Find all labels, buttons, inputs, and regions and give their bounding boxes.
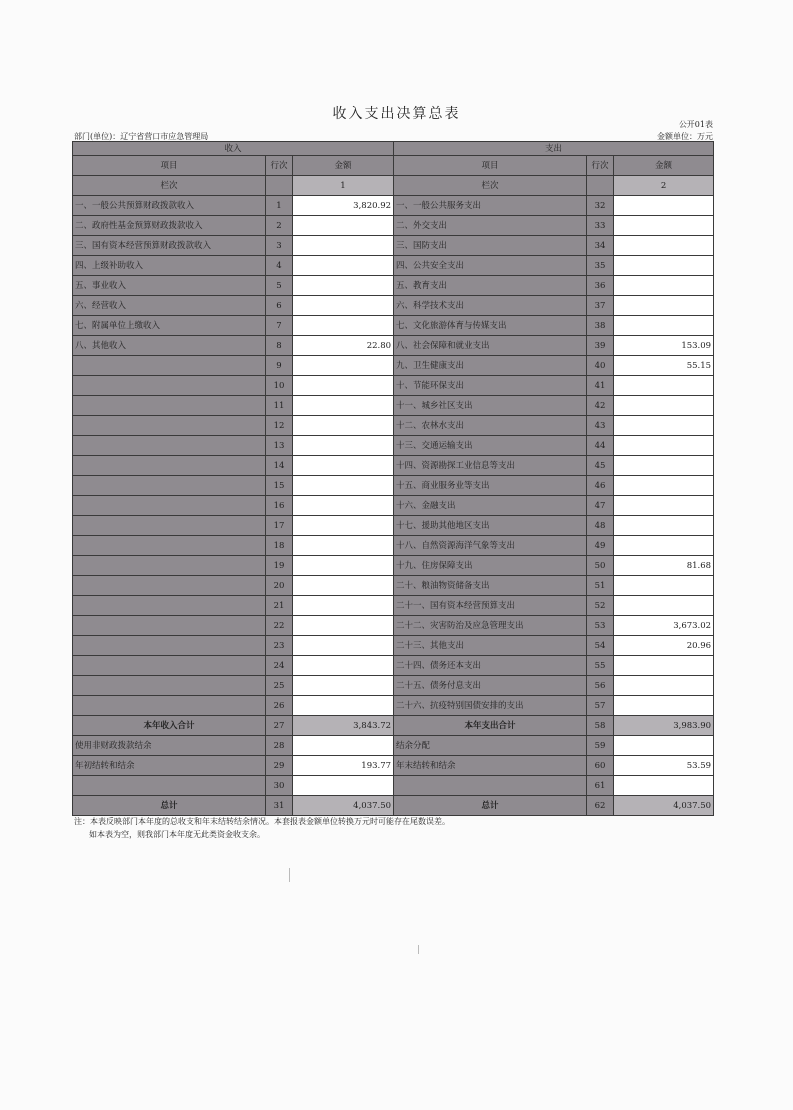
expense-item-name: 五、教育支出: [394, 276, 587, 296]
report-title: 收入支出决算总表: [332, 106, 461, 122]
expense-line-number: 34: [587, 236, 614, 256]
table-row: [73, 696, 714, 716]
expense-line-number: 59: [587, 736, 614, 756]
income-amount: [293, 416, 394, 436]
income-amount: [293, 516, 394, 536]
expense-amount: [614, 516, 714, 536]
expense-item-name: 二十一、国有资本经营预算支出: [394, 596, 587, 616]
expense-item-name: 二十五、债务付息支出: [394, 676, 587, 696]
table-row: [73, 536, 714, 556]
footnote-2: 如本表为空，则我部门本年度无此类资金收支余。: [89, 830, 265, 839]
income-item-name: 年初结转和结余: [73, 756, 266, 776]
income-line-number: 23: [266, 636, 293, 656]
income-item-name: [73, 596, 266, 616]
expense-item-name: 十六、金融支出: [394, 496, 587, 516]
expense-item-name: 九、卫生健康支出: [394, 356, 587, 376]
expense-line-number: 45: [587, 456, 614, 476]
expense-amount: [614, 236, 714, 256]
expense-item-name: 二十四、债务还本支出: [394, 656, 587, 676]
expense-line-number: 47: [587, 496, 614, 516]
income-line-number: 31: [266, 796, 293, 816]
income-item-name: [73, 536, 266, 556]
income-amount: [293, 436, 394, 456]
table-row: [73, 296, 714, 316]
expense-item-name: 二十、粮油物资储备支出: [394, 576, 587, 596]
expense-line-header: 行次: [587, 156, 614, 176]
income-item-name: 三、国有资本经营预算财政拨款收入: [73, 236, 266, 256]
expense-column-line-blank: [587, 176, 614, 196]
income-amount: [293, 316, 394, 336]
income-item-name: [73, 576, 266, 596]
income-amount: [293, 456, 394, 476]
income-line-number: 2: [266, 216, 293, 236]
income-amount: [293, 236, 394, 256]
table-row: [73, 276, 714, 296]
income-item-name: [73, 556, 266, 576]
expense-line-number: 54: [587, 636, 614, 656]
table-row: [73, 656, 714, 676]
table-row: [73, 196, 714, 216]
income-amount: [293, 376, 394, 396]
expense-amount: [614, 696, 714, 716]
income-amount: [293, 536, 394, 556]
expense-item-name: 十八、自然资源海洋气象等支出: [394, 536, 587, 556]
expense-item-name: 本年支出合计: [394, 716, 587, 736]
expense-line-number: 53: [587, 616, 614, 636]
expense-amount: 3,983.90: [614, 716, 714, 736]
expense-amount: 55.15: [614, 356, 714, 376]
income-item-name: [73, 616, 266, 636]
expense-amount: [614, 496, 714, 516]
income-item-name: [73, 656, 266, 676]
income-item-name: 五、事业收入: [73, 276, 266, 296]
expense-item-name: 二十三、其他支出: [394, 636, 587, 656]
expense-item-name: 十五、商业服务业等支出: [394, 476, 587, 496]
income-amount-header: 金额: [293, 156, 394, 176]
income-line-number: 25: [266, 676, 293, 696]
expense-line-number: 40: [587, 356, 614, 376]
expense-line-number: 60: [587, 756, 614, 776]
expense-amount: [614, 276, 714, 296]
table-row: [73, 456, 714, 476]
income-column-line-blank: [266, 176, 293, 196]
expense-item-header: 项目: [394, 156, 587, 176]
table-row: [73, 756, 714, 776]
section-header-row: [73, 142, 714, 156]
expense-line-number: 35: [587, 256, 614, 276]
income-item-name: 二、政府性基金预算财政拨款收入: [73, 216, 266, 236]
expense-amount: [614, 396, 714, 416]
income-line-number: 20: [266, 576, 293, 596]
expense-line-number: 56: [587, 676, 614, 696]
income-line-number: 12: [266, 416, 293, 436]
income-item-name: [73, 696, 266, 716]
expense-line-number: 42: [587, 396, 614, 416]
income-line-number: 3: [266, 236, 293, 256]
income-item-name: [73, 356, 266, 376]
expense-line-number: 44: [587, 436, 614, 456]
table-row: [73, 396, 714, 416]
amount-unit-label: 金额单位：万元: [657, 132, 713, 141]
income-line-number: 7: [266, 316, 293, 336]
table-row: [73, 676, 714, 696]
expense-amount-header: 金额: [614, 156, 714, 176]
expense-item-name: 七、文化旅游体育与传媒支出: [394, 316, 587, 336]
income-line-number: 13: [266, 436, 293, 456]
expense-line-number: 62: [587, 796, 614, 816]
income-line-number: 22: [266, 616, 293, 636]
income-amount: [293, 556, 394, 576]
income-line-number: 17: [266, 516, 293, 536]
expense-amount: 53.59: [614, 756, 714, 776]
income-line-number: 21: [266, 596, 293, 616]
table-row: [73, 576, 714, 596]
expense-amount: [614, 476, 714, 496]
column-index-row: [73, 176, 714, 196]
expense-amount: [614, 676, 714, 696]
expense-item-name: 三、国防支出: [394, 236, 587, 256]
income-column-index: 1: [293, 176, 394, 196]
table-row: [73, 636, 714, 656]
expense-item-name: 十、节能环保支出: [394, 376, 587, 396]
expense-line-number: 61: [587, 776, 614, 796]
total-row: [73, 796, 714, 816]
scan-mark: [418, 945, 419, 954]
income-line-number: 16: [266, 496, 293, 516]
income-line-number: 19: [266, 556, 293, 576]
expense-item-name: [394, 776, 587, 796]
income-amount: [293, 256, 394, 276]
income-item-name: [73, 376, 266, 396]
expense-amount: [614, 576, 714, 596]
expense-line-number: 38: [587, 316, 614, 336]
expense-line-number: 46: [587, 476, 614, 496]
expense-item-name: 十九、住房保障支出: [394, 556, 587, 576]
table-row: [73, 596, 714, 616]
expense-amount: [614, 656, 714, 676]
income-item-name: 本年收入合计: [73, 716, 266, 736]
expense-line-number: 48: [587, 516, 614, 536]
expense-item-name: 八、社会保障和就业支出: [394, 336, 587, 356]
table-row: [73, 516, 714, 536]
expense-column-label: 栏次: [394, 176, 587, 196]
income-item-name: 七、附属单位上缴收入: [73, 316, 266, 336]
expense-line-number: 41: [587, 376, 614, 396]
table-row: [73, 616, 714, 636]
income-line-number: 28: [266, 736, 293, 756]
income-line-header: 行次: [266, 156, 293, 176]
income-column-label: 栏次: [73, 176, 266, 196]
expense-item-name: 十七、援助其他地区支出: [394, 516, 587, 536]
income-item-name: 总计: [73, 796, 266, 816]
total-row: [73, 716, 714, 736]
income-line-number: 29: [266, 756, 293, 776]
expense-line-number: 43: [587, 416, 614, 436]
income-amount: 193.77: [293, 756, 394, 776]
expense-line-number: 58: [587, 716, 614, 736]
expense-amount: [614, 596, 714, 616]
expense-amount: [614, 296, 714, 316]
table-row: [73, 436, 714, 456]
table-row: [73, 496, 714, 516]
income-line-number: 10: [266, 376, 293, 396]
expense-amount: [614, 316, 714, 336]
expense-amount: [614, 256, 714, 276]
income-amount: [293, 596, 394, 616]
income-line-number: 24: [266, 656, 293, 676]
expense-amount: [614, 436, 714, 456]
income-line-number: 9: [266, 356, 293, 376]
expense-amount: [614, 376, 714, 396]
table-row: [73, 256, 714, 276]
income-amount: [293, 616, 394, 636]
expense-line-number: 32: [587, 196, 614, 216]
income-item-name: 六、经营收入: [73, 296, 266, 316]
table-row: [73, 736, 714, 756]
income-amount: [293, 696, 394, 716]
expense-line-number: 37: [587, 296, 614, 316]
income-line-number: 15: [266, 476, 293, 496]
income-line-number: 5: [266, 276, 293, 296]
expense-item-name: 一、一般公共服务支出: [394, 196, 587, 216]
income-item-header: 项目: [73, 156, 266, 176]
expense-item-name: 总计: [394, 796, 587, 816]
expense-item-name: 二、外交支出: [394, 216, 587, 236]
income-amount: [293, 676, 394, 696]
footnote-1: 注：本表反映部门本年度的总收支和年末结转结余情况。本套报表金额单位转换万元时可能存在尾数误差。: [74, 817, 450, 826]
expense-column-index: 2: [614, 176, 714, 196]
expense-item-name: 十四、资源勘探工业信息等支出: [394, 456, 587, 476]
income-amount: [293, 736, 394, 756]
table-row: [73, 556, 714, 576]
expense-line-number: 51: [587, 576, 614, 596]
table-row: [73, 356, 714, 376]
income-item-name: [73, 776, 266, 796]
income-item-name: [73, 676, 266, 696]
expense-line-number: 49: [587, 536, 614, 556]
table-row: [73, 476, 714, 496]
income-item-name: 使用非财政拨款结余: [73, 736, 266, 756]
table-row: [73, 216, 714, 236]
table-row: [73, 236, 714, 256]
income-line-number: 1: [266, 196, 293, 216]
income-amount: [293, 356, 394, 376]
income-item-name: [73, 396, 266, 416]
expense-line-number: 33: [587, 216, 614, 236]
income-line-number: 14: [266, 456, 293, 476]
expense-item-name: 结余分配: [394, 736, 587, 756]
income-amount: 3,820.92: [293, 196, 394, 216]
expense-item-name: 六、科学技术支出: [394, 296, 587, 316]
form-number: 公开01表: [678, 120, 713, 129]
expense-amount: [614, 216, 714, 236]
expense-line-number: 55: [587, 656, 614, 676]
expense-item-name: 二十六、抗疫特别国债安排的支出: [394, 696, 587, 716]
income-amount: [293, 496, 394, 516]
income-amount: [293, 576, 394, 596]
income-amount: [293, 656, 394, 676]
income-line-number: 18: [266, 536, 293, 556]
income-item-name: [73, 436, 266, 456]
income-line-number: 4: [266, 256, 293, 276]
income-line-number: 26: [266, 696, 293, 716]
income-amount: [293, 776, 394, 796]
income-item-name: 八、其他收入: [73, 336, 266, 356]
expense-amount: 153.09: [614, 336, 714, 356]
income-amount: 22.80: [293, 336, 394, 356]
scan-mark: [289, 868, 290, 882]
income-amount: [293, 476, 394, 496]
expense-amount: [614, 196, 714, 216]
expense-item-name: 年末结转和结余: [394, 756, 587, 776]
expense-amount: 81.68: [614, 556, 714, 576]
income-amount: 3,843.72: [293, 716, 394, 736]
income-amount: 4,037.50: [293, 796, 394, 816]
income-section-header: 收入: [73, 142, 394, 156]
income-amount: [293, 636, 394, 656]
income-amount: [293, 396, 394, 416]
expense-amount: [614, 416, 714, 436]
income-expense-table: [72, 141, 714, 816]
income-amount: [293, 216, 394, 236]
expense-amount: [614, 736, 714, 756]
income-item-name: [73, 636, 266, 656]
expense-item-name: 十三、交通运输支出: [394, 436, 587, 456]
expense-item-name: 十一、城乡社区支出: [394, 396, 587, 416]
income-item-name: [73, 496, 266, 516]
table-row: [73, 776, 714, 796]
expense-line-number: 52: [587, 596, 614, 616]
expense-amount: [614, 456, 714, 476]
table-row: [73, 336, 714, 356]
income-item-name: 四、上级补助收入: [73, 256, 266, 276]
income-amount: [293, 276, 394, 296]
department-label: 部门(单位)：辽宁省营口市应急管理局: [74, 132, 209, 141]
income-item-name: 一、一般公共预算财政拨款收入: [73, 196, 266, 216]
income-line-number: 8: [266, 336, 293, 356]
income-line-number: 11: [266, 396, 293, 416]
expense-line-number: 39: [587, 336, 614, 356]
column-header-row: [73, 156, 714, 176]
expense-line-number: 57: [587, 696, 614, 716]
expense-line-number: 50: [587, 556, 614, 576]
expense-line-number: 36: [587, 276, 614, 296]
expense-item-name: 四、公共安全支出: [394, 256, 587, 276]
expense-amount: [614, 776, 714, 796]
income-amount: [293, 296, 394, 316]
expense-amount: 4,037.50: [614, 796, 714, 816]
table-row: [73, 316, 714, 336]
income-item-name: [73, 476, 266, 496]
income-item-name: [73, 416, 266, 436]
income-line-number: 6: [266, 296, 293, 316]
expense-section-header: 支出: [394, 142, 714, 156]
expense-item-name: 二十二、灾害防治及应急管理支出: [394, 616, 587, 636]
table-row: [73, 416, 714, 436]
income-item-name: [73, 456, 266, 476]
income-line-number: 27: [266, 716, 293, 736]
income-line-number: 30: [266, 776, 293, 796]
expense-amount: [614, 536, 714, 556]
expense-amount: 20.96: [614, 636, 714, 656]
expense-amount: 3,673.02: [614, 616, 714, 636]
income-item-name: [73, 516, 266, 536]
table-row: [73, 376, 714, 396]
expense-item-name: 十二、农林水支出: [394, 416, 587, 436]
